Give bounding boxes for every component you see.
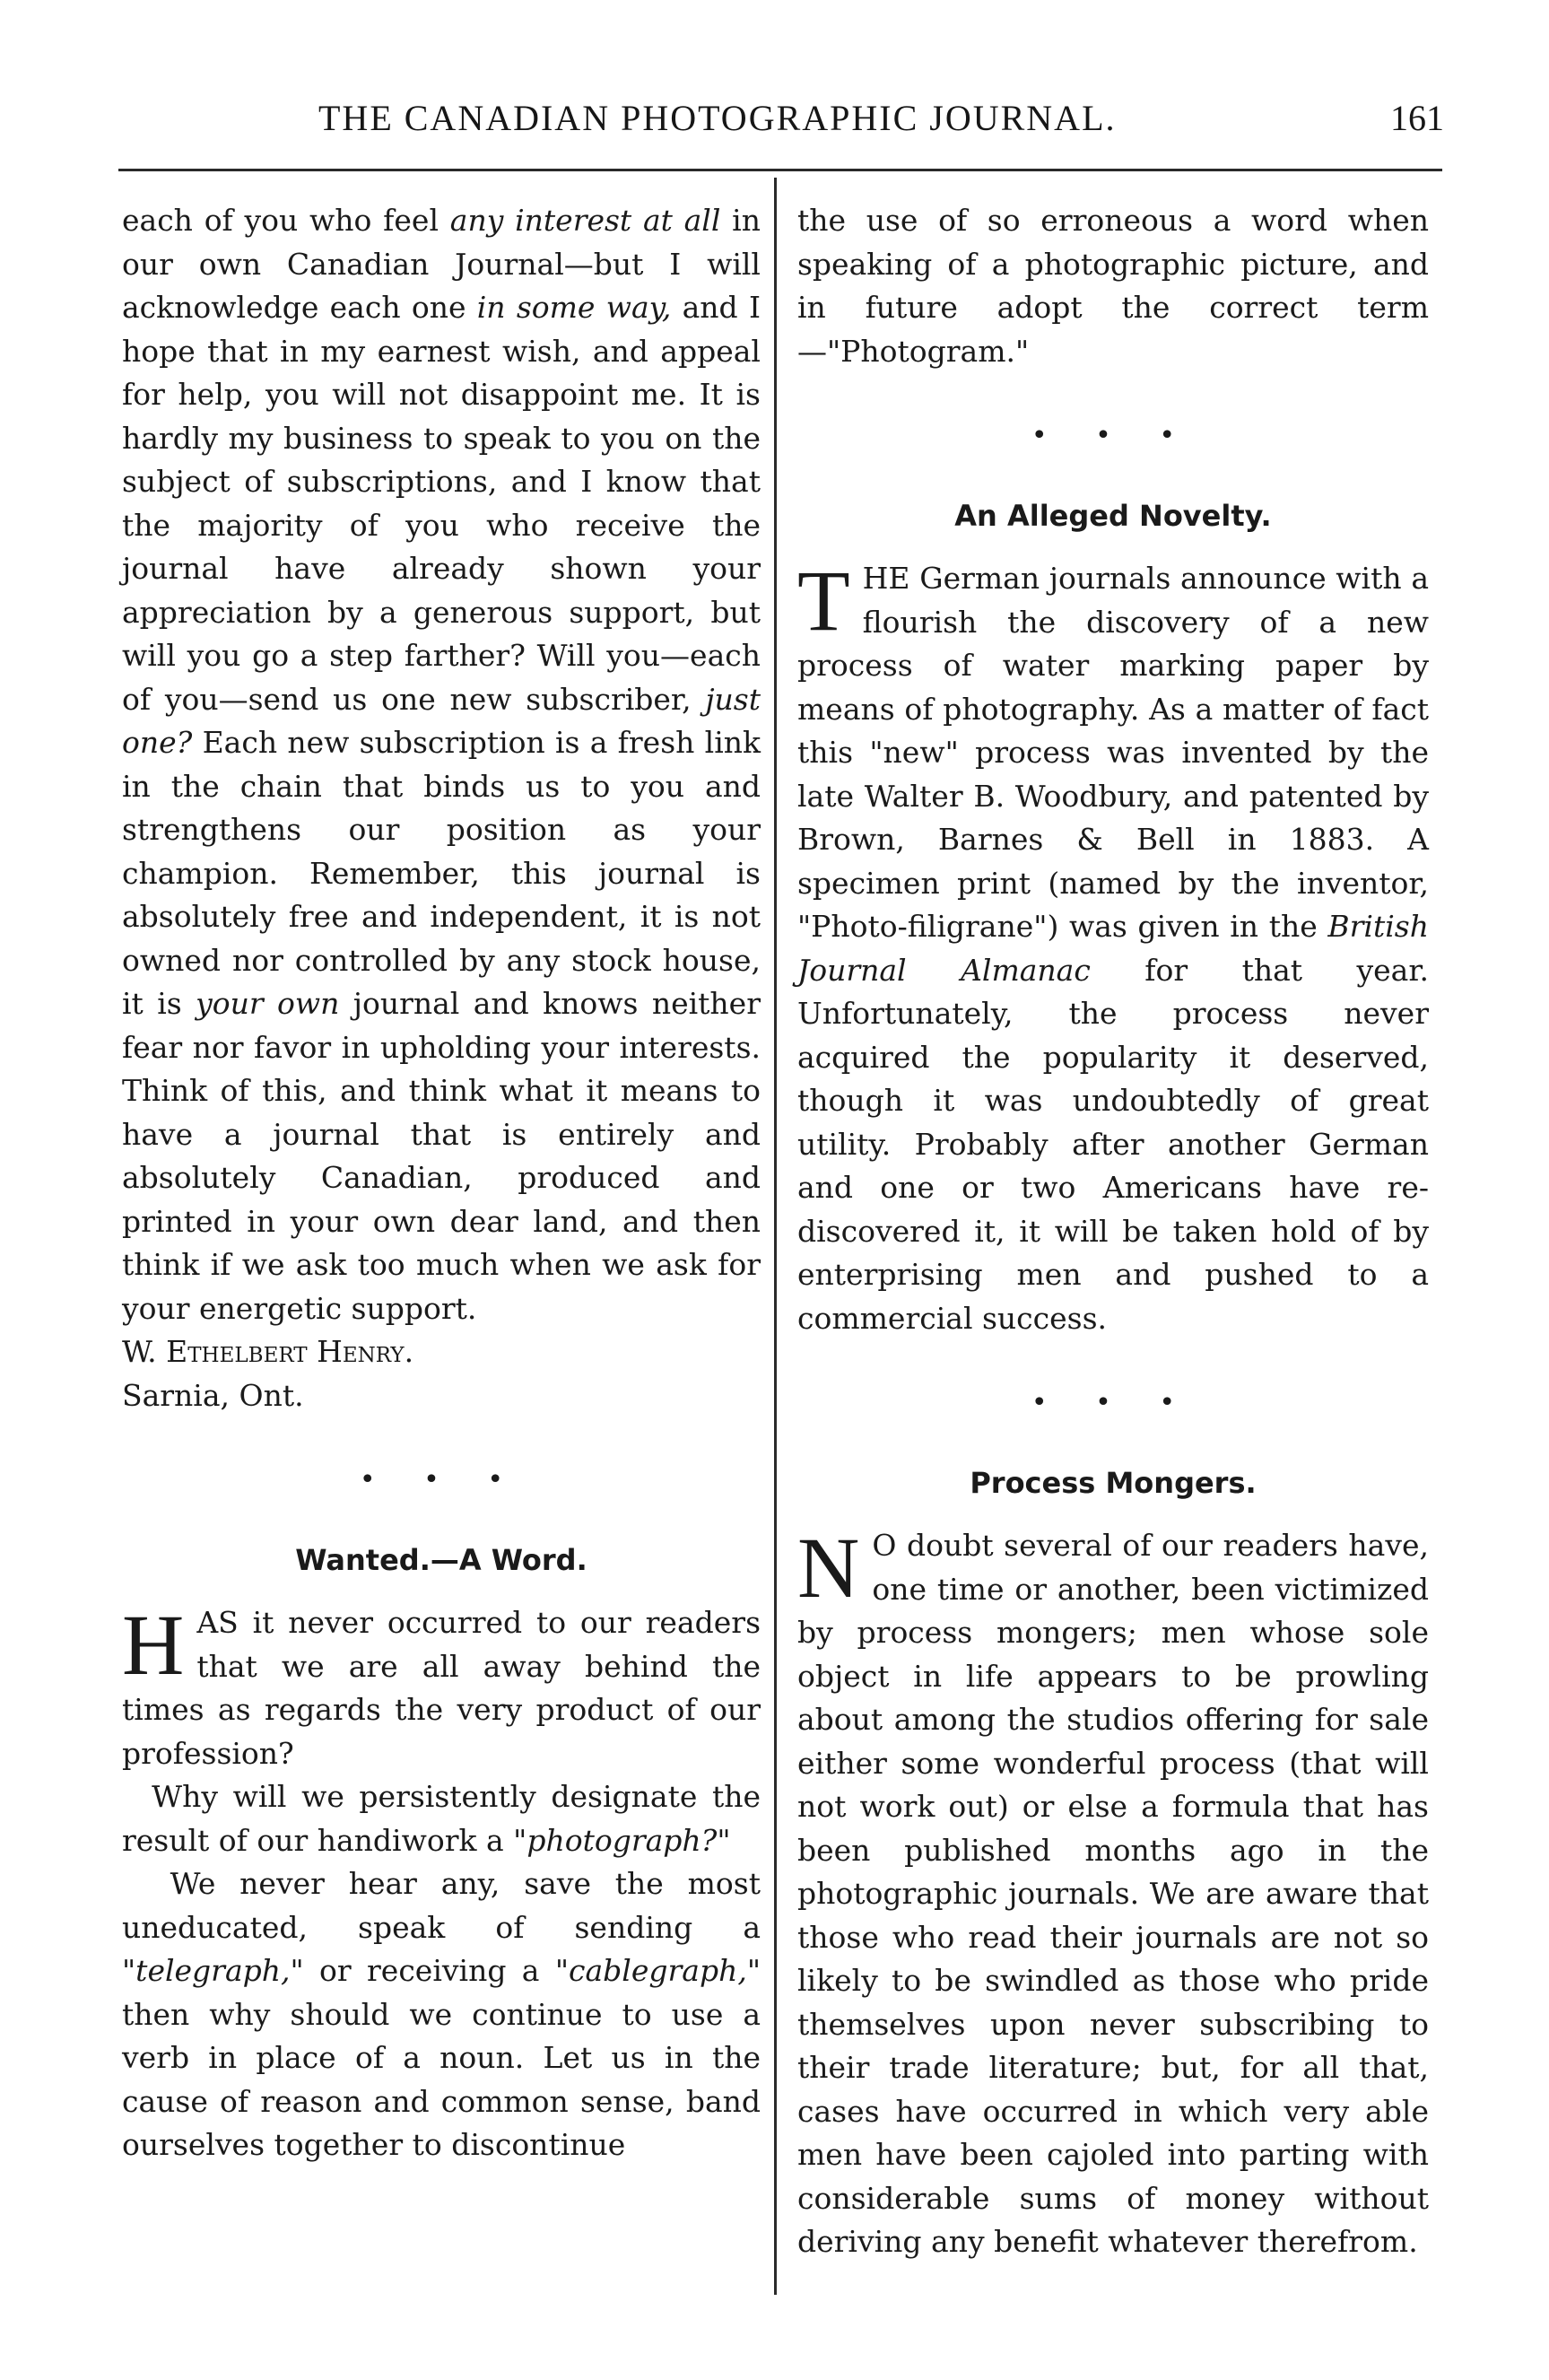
text-run: each of you who feel xyxy=(122,203,450,238)
italic-run: "cablegraph," xyxy=(554,1953,761,1988)
text-run: AS it never occurred to our readers that we are all away behind the times as regards the very product of our profession? xyxy=(122,1605,761,1771)
paragraph-novelty xyxy=(797,553,1429,1340)
section-separator: • • • xyxy=(359,1464,524,1495)
section-heading-process-mongers: Process Mongers. xyxy=(970,1465,1257,1500)
section-separator: • • • xyxy=(1031,1387,1196,1418)
italic-run: British Journal Almanac xyxy=(797,909,1429,988)
left-column xyxy=(122,199,761,2167)
header-rule xyxy=(118,169,1442,171)
italic-run: any interest at all xyxy=(449,203,721,238)
signature: W. Ethelbert Henry. xyxy=(122,1334,414,1369)
text-run: Why will we persistently designate the result of our handiwork a xyxy=(122,1779,761,1858)
running-title: THE CANADIAN PHOTOGRAPHIC JOURNAL. xyxy=(318,98,1117,138)
column-divider xyxy=(774,178,777,2295)
text-run: then why should we continue to use a verb in place of a noun. Let us in the cause of reason and common sense, band ourselves together to discontinue xyxy=(122,1996,761,2162)
text-run: HE German journals announce with a flourish the discovery of a new process of water marking paper by means of photography. As a matter of fact this "new" process was invented by the late Walter B. Woodbury, and patented by Brown, Barnes & Bell in 1883. A specimen print (named by the inventor, "Photo-filigrane") was given in the xyxy=(797,561,1429,944)
section-heading-wanted-word: Wanted.—A Word. xyxy=(295,1542,587,1577)
text-run: in our own Canadian Journal—but I will acknowledge each one xyxy=(122,203,761,325)
italic-run: "photograph?" xyxy=(513,1822,731,1858)
section-heading-alleged-novelty: An Alleged Novelty. xyxy=(954,498,1272,533)
text-run: journal and knows neither fear nor favor in upholding your interests. Think of this, and think what it means to have a journal that is entirely and absolutely Canadian, produced and printed in your own dear land, and then think if we ask too much when we ask for your energetic support. xyxy=(122,986,761,1326)
italic-run: in some way, xyxy=(476,290,672,325)
paragraph-appeal xyxy=(122,199,761,1330)
text-run: Each new subscription is a fresh link in the chain that binds us to you and strengthens our position as your champion. Remember, this journal is absolutely free and independent, it is not owned nor controlled by any stock house, it is xyxy=(122,725,761,1021)
drop-cap: T xyxy=(797,553,850,649)
text-run: for that year. Unfortunately, the process never acquired the popularity it deserved, though it was undoubtedly of great utility. Probably after another German and one or two Americans have re-discovered it, it will be taken hold of by enterprising men and pushed to a commercial success. xyxy=(797,952,1429,1336)
text-run: O doubt several of our readers have, one time or another, been victimized by process mongers; men whose sole object in life appears to be prowling about among the studios offering for sale either some wonderful process (that will not work out) or else a formula that has been published months ago in the photographic journals. We are aware that those who read their journals are not so likely to be swindled as those who pride themselves upon never subscribing to their trade literature; but, for all that, cases have occurred in which very able men have been cajoled into parting with considerable sums of money without deriving any benefit whatever therefrom. xyxy=(797,1528,1429,2259)
paragraph-wanted-intro xyxy=(122,1597,761,1775)
section-separator: • • • xyxy=(1031,420,1196,451)
paragraph-photogram: the use of so erroneous a word when speaking of a photographic picture, and in future adopt the correct term—"Photogram." xyxy=(797,203,1429,369)
text-run: We never hear any, save the most uneducated, speak of sending a xyxy=(122,1866,761,1945)
page-header xyxy=(126,97,1444,151)
paragraph-designate xyxy=(122,1775,761,1862)
paragraph-mongers xyxy=(797,1520,1429,2264)
italic-run: "telegraph," xyxy=(122,1953,304,1988)
text-run: or receiving a xyxy=(303,1953,555,1988)
drop-cap: N xyxy=(797,1520,860,1616)
right-column xyxy=(797,199,1429,2264)
place-line: Sarnia, Ont. xyxy=(122,1377,304,1413)
italic-run: your own xyxy=(196,986,340,1021)
text-run: and I hope that in my earnest wish, and appeal for help, you will not disappoint me. It is hardly my business to speak to you on the subject of subscriptions, and I know that the majority of you who receive the journal have already shown your appreciation by a generous support, but will you go a step farther? Will you—each of you—send us one new subscriber, xyxy=(122,290,761,717)
page-number: 161 xyxy=(1390,98,1444,138)
italic-run: just one? xyxy=(122,681,761,760)
drop-cap: H xyxy=(122,1597,185,1693)
paragraph-never-hear xyxy=(122,1862,761,2167)
